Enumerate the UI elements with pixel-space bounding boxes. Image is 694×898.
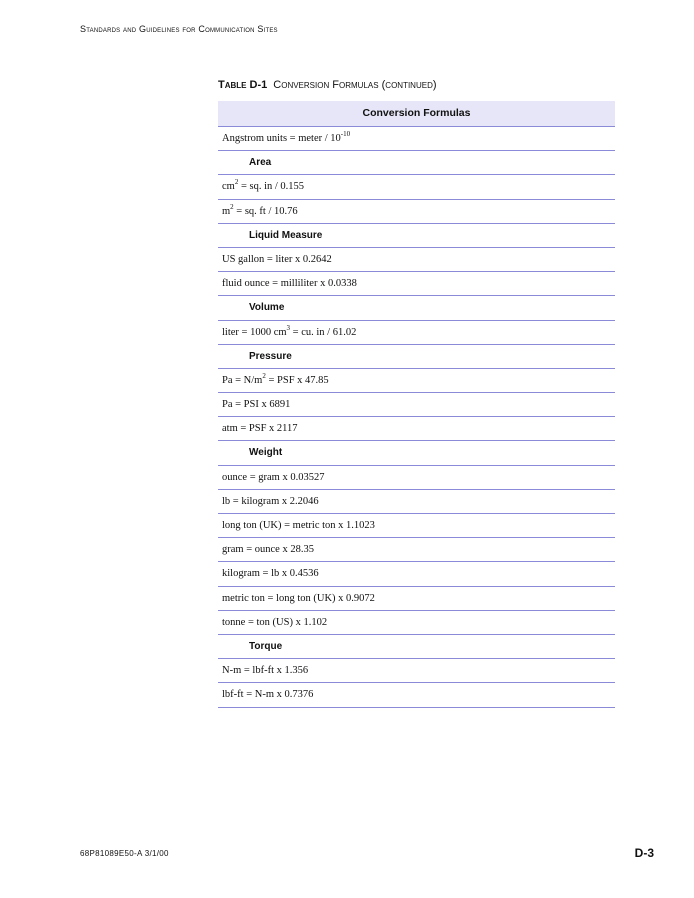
formula-row <box>218 248 615 272</box>
section-heading: Area <box>218 151 615 175</box>
formula-text: lb = kilogram x 2.2046 <box>222 495 319 507</box>
formula-text: = cu. in / 61.02 <box>290 326 357 338</box>
formula-text: US gallon = liter x 0.2642 <box>222 253 332 265</box>
section-heading: Volume <box>218 296 615 320</box>
formula-text: kilogram = lb x 0.4536 <box>222 568 319 580</box>
formula-text: Angstrom units = meter / 10 <box>222 133 341 144</box>
table-caption <box>218 79 437 91</box>
footer-doc-id: 68P81089E50-A 3/1/00 <box>80 849 169 858</box>
formula-row <box>218 393 615 417</box>
formula-text: atm = PSF x 2117 <box>222 423 298 435</box>
table-column-header: Conversion Formulas <box>218 101 615 127</box>
table-title: Conversion Formulas (continued) <box>273 79 437 91</box>
formula-text: m <box>222 205 231 217</box>
section-heading: Weight <box>218 441 615 465</box>
formula-row <box>218 659 615 683</box>
formula-row <box>218 466 615 490</box>
formula-text: liter = 1000 cm <box>222 326 287 338</box>
formula-row <box>218 321 615 345</box>
formula-text: long ton (UK) = metric ton x 1.1023 <box>222 520 375 531</box>
formula-text: = sq. ft / 10.76 <box>233 205 298 217</box>
formula-row <box>218 175 615 199</box>
formula-row <box>218 369 615 393</box>
formula-text: = PSF x 47.85 <box>265 374 329 386</box>
superscript: 2 <box>230 202 234 211</box>
formula-row <box>218 587 615 611</box>
formula-text: cm <box>222 181 235 193</box>
section-heading: Pressure <box>218 345 615 369</box>
conversion-table <box>218 101 615 708</box>
table-number: Table D-1 <box>218 79 268 91</box>
formula-text: metric ton = long ton (UK) x 0.9072 <box>222 592 375 604</box>
superscript: -10 <box>340 130 351 138</box>
formula-text: N-m = lbf-ft x 1.356 <box>222 665 309 677</box>
formula-text: fluid ounce = milliliter x 0.0338 <box>222 278 357 290</box>
formula-row <box>218 272 615 296</box>
formula-text: gram = ounce x 28.35 <box>222 544 314 556</box>
superscript: 2 <box>262 371 266 380</box>
formula-text: = sq. in / 0.155 <box>238 181 305 193</box>
formula-row <box>218 683 615 707</box>
formula-text: Pa = PSI x 6891 <box>222 399 291 411</box>
formula-text: Pa = N/m <box>222 374 263 386</box>
formula-text: lbf-ft = N-m x 0.7376 <box>222 689 314 701</box>
formula-text: tonne = ton (US) x 1.102 <box>222 616 328 628</box>
formula-row <box>218 127 615 151</box>
formula-row <box>218 417 615 441</box>
superscript: 3 <box>286 323 291 332</box>
table-body <box>218 127 615 708</box>
formula-row <box>218 490 615 514</box>
formula-row <box>218 562 615 586</box>
formula-text: ounce = gram x 0.03527 <box>222 471 325 483</box>
page-number: D-3 <box>634 846 654 860</box>
running-header: Standards and Guidelines for Communication Sites <box>80 24 278 34</box>
section-heading: Torque <box>218 635 615 659</box>
formula-row <box>218 538 615 562</box>
section-heading: Liquid Measure <box>218 224 615 248</box>
formula-row <box>218 611 615 635</box>
superscript: 2 <box>234 178 239 187</box>
formula-row <box>218 514 615 538</box>
formula-row <box>218 200 615 224</box>
